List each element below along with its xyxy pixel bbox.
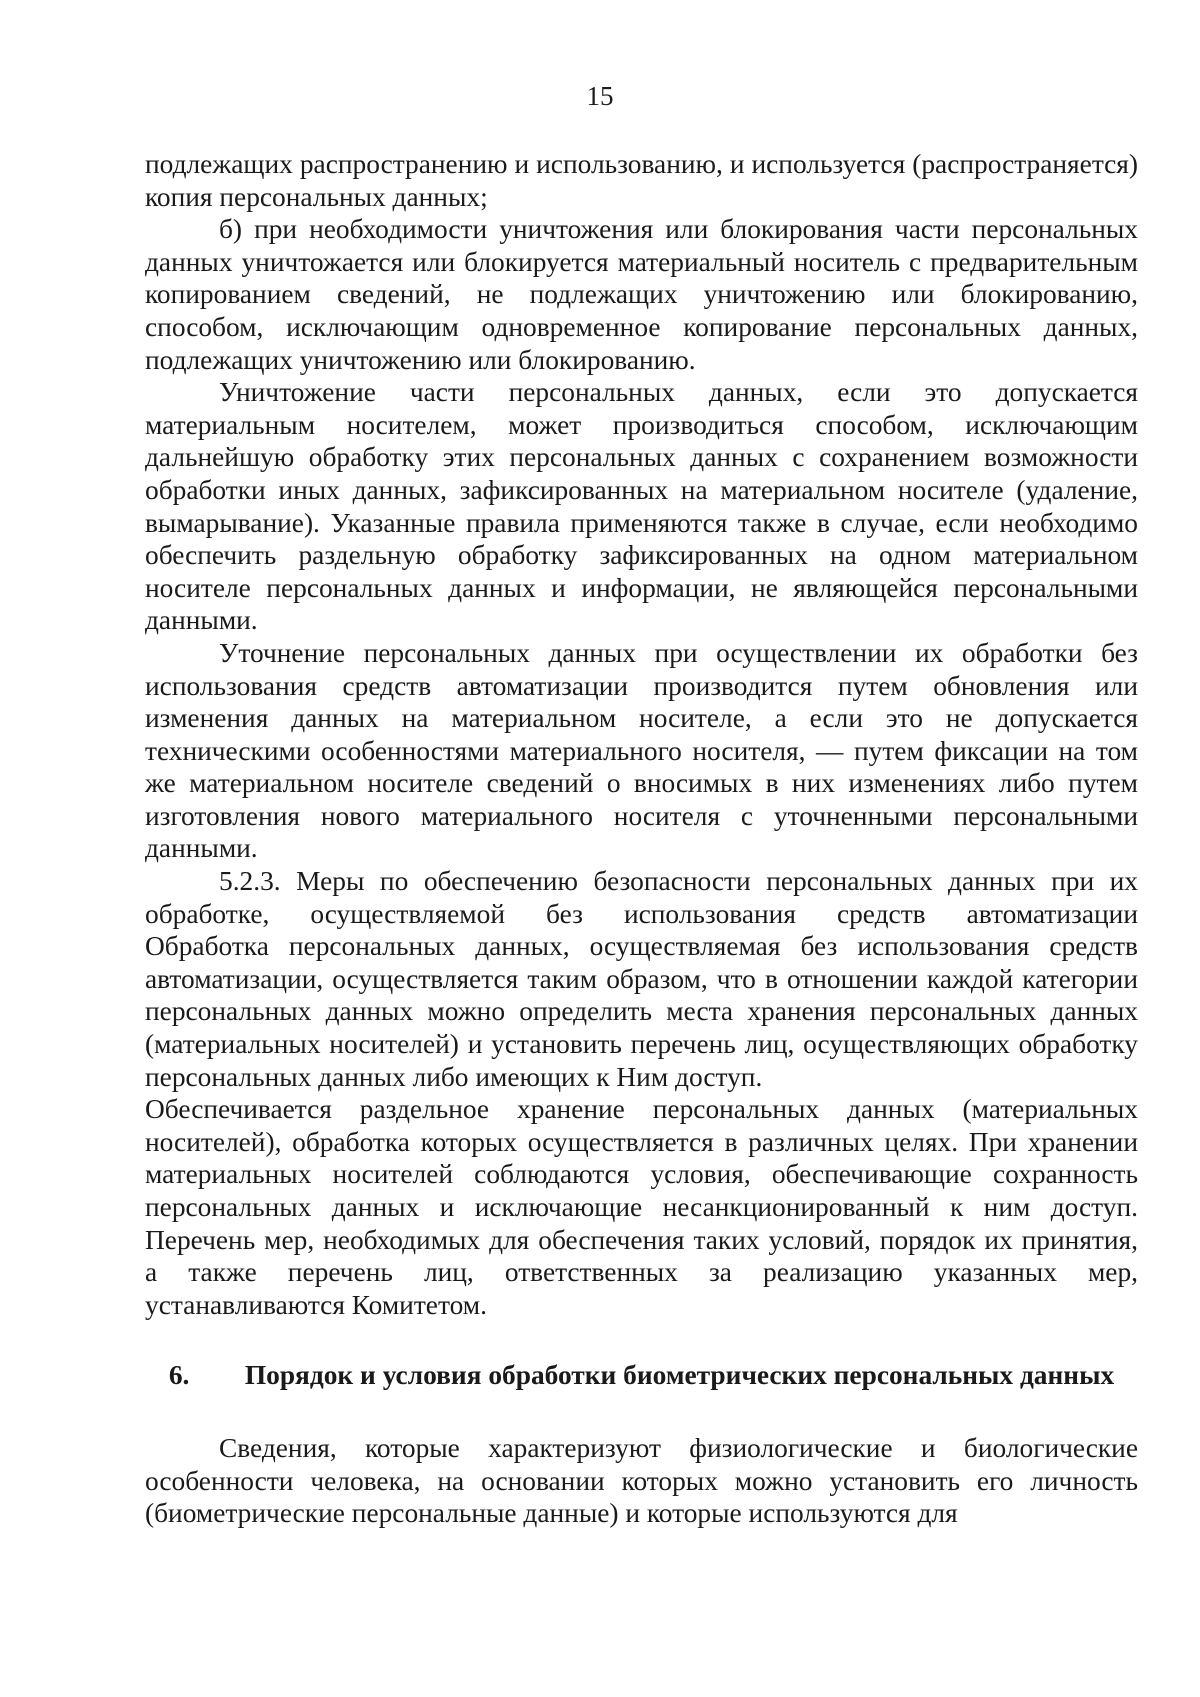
- paragraph-biometric: Сведения, которые характеризуют физиологические и биологические особенности человека, на основании которых можно установить его личность (биометрические персональные данные) и которые используются для: [145, 1432, 1138, 1529]
- page-number: 15: [586, 81, 614, 111]
- document-body: [145, 148, 1138, 1530]
- paragraph-destruction: Уничтожение части персональных данных, если это допускается материальным носителем, может производиться способом, исключающим дальнейшую обработку этих персональных данных с сохранением возможности обработки иных данных, зафиксированных на материальном носителе (удаление, вымарывание). Указанные правила применяются также в случае, если необходимо обеспечить раздельную обработку зафиксированных на одном материальном носителе персональных данных и информации, не являющейся персональными данными.: [145, 377, 1138, 636]
- section-number: 6.: [168, 1360, 190, 1391]
- paragraph-clarification: Уточнение персональных данных при осуществлении их обработки без использования средств автоматизации производится путем обновления или изменения данных на материальном носителе, а если это не допускается техническими особенностями материального носителя, — путем фиксации на том же материальном носителе сведений о вносимых в них изменениях либо путем изготовления нового материального носителя с уточненными персональными данными.: [145, 637, 1138, 864]
- paragraph-storage: Обеспечивается раздельное хранение персональных данных (материальных носителей), обработка которых осуществляется в различных целях. При хранении материальных носителей соблюдаются условия, обеспечивающие сохранность персональных данных и исключающие несанкционированный к ним доступ. Перечень мер, необходимых для обеспечения таких условий, порядок их принятия, а также перечень лиц, ответственных за реализацию указанных мер, устанавливаются Комитетом.: [145, 1094, 1138, 1320]
- paragraph-5-2-3: 5.2.3. Меры по обеспечению безопасности персональных данных при их обработке, осуществляемой без использования средств автоматизации: [145, 866, 1138, 929]
- paragraph-continuation: подлежащих распространению и использованию, и используется (распространяется) копия персональных данных;: [145, 149, 1138, 212]
- paragraph-item-b: б) при необходимости уничтожения или блокирования части персональных данных уничтожается или блокируется материальный носитель с предварительным копированием сведений, не подлежащих уничтожению или блокированию, способом, исключающим одновременное копирование персональных данных, подлежащих уничтожению или блокированию.: [145, 214, 1138, 375]
- section-title: Порядок и условия обработки биометрических персональных данных: [244, 1360, 1115, 1391]
- section-6-heading: [145, 1359, 1138, 1392]
- paragraph-processing: Обработка персональных данных, осуществляемая без использования средств автоматизации, осуществляется таким образом, что в отношении каждой категории персональных данных можно определить места хранения персональных данных (материальных носителей) и установить перечень лиц, осуществляющих обработку персональных данных либо имеющих к Ним доступ.: [145, 931, 1138, 1092]
